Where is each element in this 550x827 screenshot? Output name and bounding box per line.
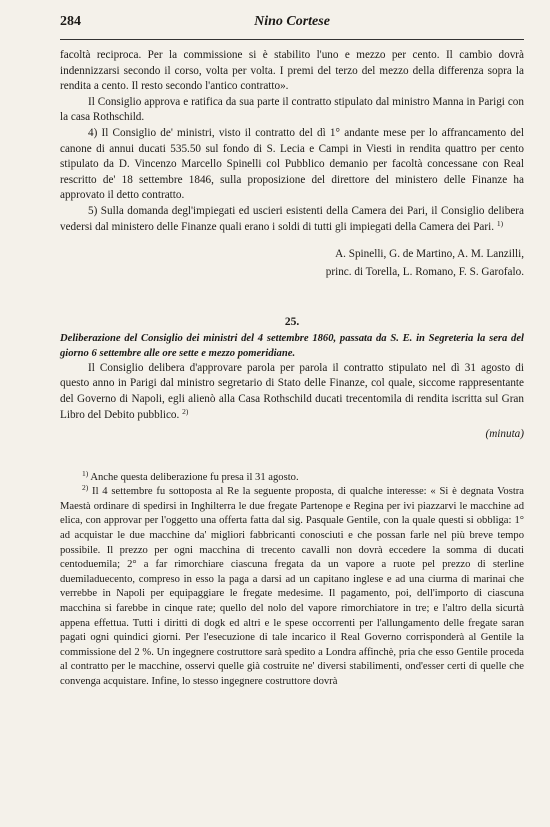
footnote-text: Il 4 settembre fu sottoposta al Re la seguente proposta, di qualche interesse: « Si è degnata Vostra Maestà ordinare di spedirsi in Inghilterra le due fregate Partenope e Regina per ivi piazzarvi le macchine ad elica, con approvar per l'oggetto una offerta fatta dal sig. Pasquale Gentile, con la quale questi si obbliga: 1° ad acquistar le due macchine da' migliori fabbricanti conosciuti e che possan farle nel più breve tempo possibile. Il prezzo per ogni macchina di trecento cavalli non dovrà eccedere la somma di ducati centoduemila; 2° a far rimorchiare ciascuna fregata da un vapore a ruote pel prezzo di sterline duemiladuecento, compreso in esso la paga a darsi ad un capitano inglese e ad una ciurma di marinai che verrebbe in Napoli per equipaggiare le fregate medesime. Il pagamento, poi, dell'importo di ciascuna macchina si farebbe in cinque rate; quello del nolo del vapore rimorchiatore in tre; e l'altro della sicurtà appena effettua. Tutti i diritti di dogk ed altri e le spese occorrenti per l'allungamento delle fregate saran pagati ogni quindici giorni. Per l'esecuzione di tale incarico il Real Governo corrisponderà al Gentile la commissione del 2 %. Un ingegnere costruttore sarà spedito a Londra affinchè, pria che esso Gentile proceda al contratto per le macchine, osservi quelle già costruite ne' diversi stabilimenti, ond'esser certi di quelle che convenga acquistare. Infine, lo stesso ingegnere costruttore dovrà bbox=[60, 486, 524, 687]
paragraph-item-4: 4) Il Consiglio de' ministri, visto il contratto del dì 1° andante mese per lo affrancamento del canone di annui ducati 535.50 sul fondo di S. Lecia e Campi in Viesti in rendita quattro per cento stipulato da D. Vincenzo Marcello Spinelli col Pubblico demanio per facoltà concessane con Real rescritto de' 18 settembre 1846, sulla proposizione del direttore del ministero delle Finanze ha approvato il detto contratto. bbox=[60, 126, 524, 202]
page-body bbox=[60, 48, 524, 690]
footnotes bbox=[60, 468, 524, 690]
footnote-ref-2: 2) bbox=[182, 406, 189, 416]
paragraph-item-5 bbox=[60, 204, 524, 235]
page-number: 284 bbox=[60, 14, 81, 29]
footnote-text: Anche questa deliberazione fu presa il 31 agosto. bbox=[90, 471, 299, 483]
header-rule bbox=[60, 39, 524, 40]
footnote-mark: 2) bbox=[82, 483, 89, 493]
signature-line: A. Spinelli, G. de Martino, A. M. Lanzilli, bbox=[335, 248, 524, 261]
paragraph-continuation: facoltà reciproca. Per la commissione si è stabilito l'uno e mezzo per cento. Il cambio dovrà indennizzarsi secondo il corso, volta per volta. I premi del terzo del mezzo della differenza sopra la rendita a cento. Il resto secondo l'antico contratto». bbox=[60, 49, 524, 93]
footnote-mark: 1) bbox=[82, 468, 89, 478]
running-head-author: Nino Cortese bbox=[254, 14, 330, 29]
footnote-2 bbox=[60, 485, 524, 689]
paragraph-item-5-text: 5) Sulla domanda degl'impiegati ed uscieri esistenti della Camera dei Pari, il Consiglio delibera vedersi dal ministero delle Finanze quali erano i soldi di tutti gli impiegati della Camera dei Pari. bbox=[60, 204, 524, 233]
signatures bbox=[60, 245, 524, 281]
minuta-label: (minuta) bbox=[485, 428, 524, 441]
document-number: 25. bbox=[284, 316, 300, 329]
footnote-1 bbox=[60, 468, 524, 486]
footnote-ref-1: 1) bbox=[496, 218, 504, 228]
document-heading: Deliberazione del Consiglio dei ministri del 4 settembre 1860, passata da S. E. in Segreteria la sera del giorno 6 settembre alle ore sette e mezzo pomeridiane. bbox=[60, 332, 524, 359]
paragraph-deliberation-text: Il Consiglio delibera d'approvare parola per parola il contratto stipulato nel dì 31 agosto di questo anno in Parigi dal ministro segretario di Stato delle Finanze, col quale, siccome rappresentante del Governo di Napoli, egli alienò alla Casa Rothschild ducati trecentomila di rendita iscritta sul Gran Libro del Debito pubblico. bbox=[60, 361, 524, 421]
page-header bbox=[60, 14, 524, 36]
paragraph-deliberation bbox=[60, 361, 524, 423]
paragraph-approval: Il Consiglio approva e ratifica da sua parte il contratto stipulato dal ministro Manna in Parigi con la casa Rothschild. bbox=[60, 95, 524, 124]
signature-line: princ. di Torella, L. Romano, F. S. Garofalo. bbox=[325, 266, 524, 279]
